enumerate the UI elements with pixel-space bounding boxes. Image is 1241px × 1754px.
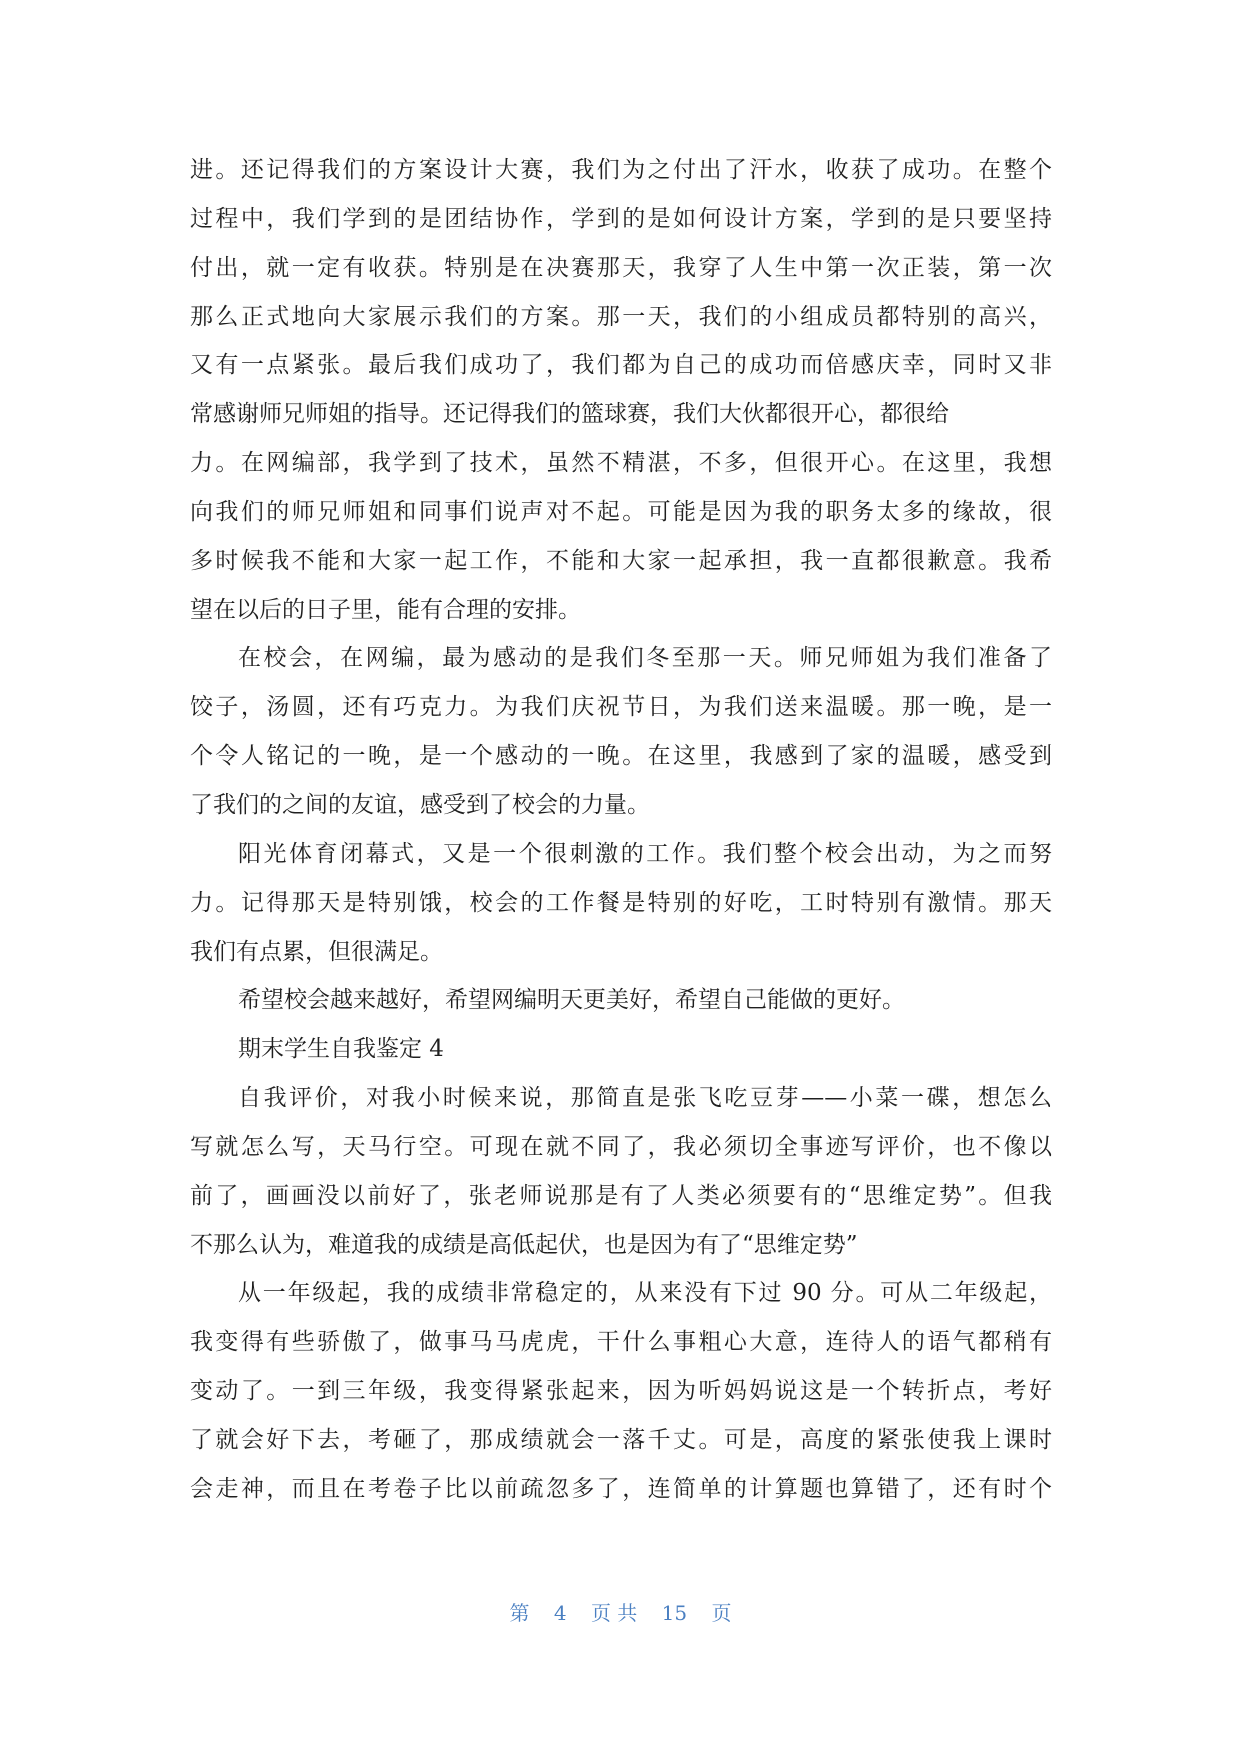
footer-current-page: 4 bbox=[553, 1601, 567, 1625]
text-line: 饺子，汤圆，还有巧克力。为我们庆祝节日，为我们送来温暖。那一晚，是一 bbox=[190, 694, 1052, 721]
footer-total-pages: 15 bbox=[661, 1601, 688, 1625]
text-line: 望在以后的日子里，能有合理的安排。 bbox=[190, 596, 581, 623]
text-line: 会走神，而且在考卷子比以前疏忽多了，连简单的计算题也算错了，还有时个 bbox=[190, 1475, 1052, 1502]
text-line: 个令人铭记的一晚，是一个感动的一晚。在这里，我感到了家的温暖，感受到 bbox=[190, 743, 1052, 770]
document-body bbox=[190, 146, 1052, 1514]
text-line: 那么正式地向大家展示我们的方案。那一天，我们的小组成员都特别的高兴， bbox=[190, 303, 1052, 330]
footer-middle: 页 共 bbox=[590, 1601, 638, 1625]
text-line: 了就会好下去，考砸了，那成绩就会一落千丈。可是，高度的紧张使我上课时 bbox=[190, 1426, 1052, 1453]
text-line: 又有一点紧张。最后我们成功了，我们都为自己的成功而倍感庆幸，同时又非 bbox=[190, 352, 1052, 379]
text-line: 我们有点累，但很满足。 bbox=[190, 938, 443, 965]
text-line: 写就怎么写，天马行空。可现在就不同了，我必须切全事迹写评价，也不像以 bbox=[190, 1133, 1052, 1160]
page-footer bbox=[0, 1597, 1241, 1626]
text-line: 不那么认为，难道我的成绩是高低起伏，也是因为有了“思维定势” bbox=[190, 1231, 858, 1258]
text-line: 自我评价，对我小时候来说，那简直是张飞吃豆芽——小菜一碟，想怎么 bbox=[238, 1085, 1052, 1112]
text-line: 了我们的之间的友谊，感受到了校会的力量。 bbox=[190, 791, 650, 818]
text-line: 在校会，在网编，最为感动的是我们冬至那一天。师兄师姐为我们准备了 bbox=[238, 645, 1052, 672]
text-line: 进。还记得我们的方案设计大赛，我们为之付出了汗水，收获了成功。在整个 bbox=[190, 157, 1052, 183]
footer-suffix: 页 bbox=[711, 1601, 732, 1625]
text-line: 付出，就一定有收获。特别是在决赛那天，我穿了人生中第一次正装，第一次 bbox=[190, 254, 1052, 281]
text-line: 希望校会越来越好，希望网编明天更美好，希望自己能做的更好。 bbox=[238, 987, 905, 1014]
text-line: 阳光体育闭幕式，又是一个很刺激的工作。我们整个校会出动，为之而努 bbox=[238, 840, 1052, 867]
text-line: 向我们的师兄师姐和同事们说声对不起。可能是因为我的职务太多的缘故，很 bbox=[190, 498, 1052, 525]
text-line: 常感谢师兄师姐的指导。还记得我们的篮球赛，我们大伙都很开心，都很给 bbox=[190, 401, 949, 428]
text-line: 力。在网编部，我学到了技术，虽然不精湛，不多，但很开心。在这里，我想 bbox=[190, 450, 1052, 477]
text-line: 多时候我不能和大家一起工作，不能和大家一起承担，我一直都很歉意。我希 bbox=[190, 547, 1052, 574]
text-line: 期末学生自我鉴定 4 bbox=[238, 1036, 444, 1063]
footer-prefix: 第 bbox=[509, 1601, 530, 1625]
text-line: 从一年级起，我的成绩非常稳定的，从来没有下过 90 分。可从二年级起， bbox=[238, 1280, 1052, 1307]
text-line: 前了，画画没以前好了，张老师说那是有了人类必须要有的“思维定势”。但我 bbox=[190, 1182, 1052, 1209]
text-line: 我变得有些骄傲了，做事马马虎虎，干什么事粗心大意，连待人的语气都稍有 bbox=[190, 1329, 1052, 1356]
text-line: 力。记得那天是特别饿，校会的工作餐是特别的好吃，工时特别有激情。那天 bbox=[190, 889, 1052, 916]
text-line: 过程中，我们学到的是团结协作，学到的是如何设计方案，学到的是只要坚持 bbox=[190, 205, 1052, 232]
text-line: 变动了。一到三年级，我变得紧张起来，因为听妈妈说这是一个转折点，考好 bbox=[190, 1378, 1052, 1405]
